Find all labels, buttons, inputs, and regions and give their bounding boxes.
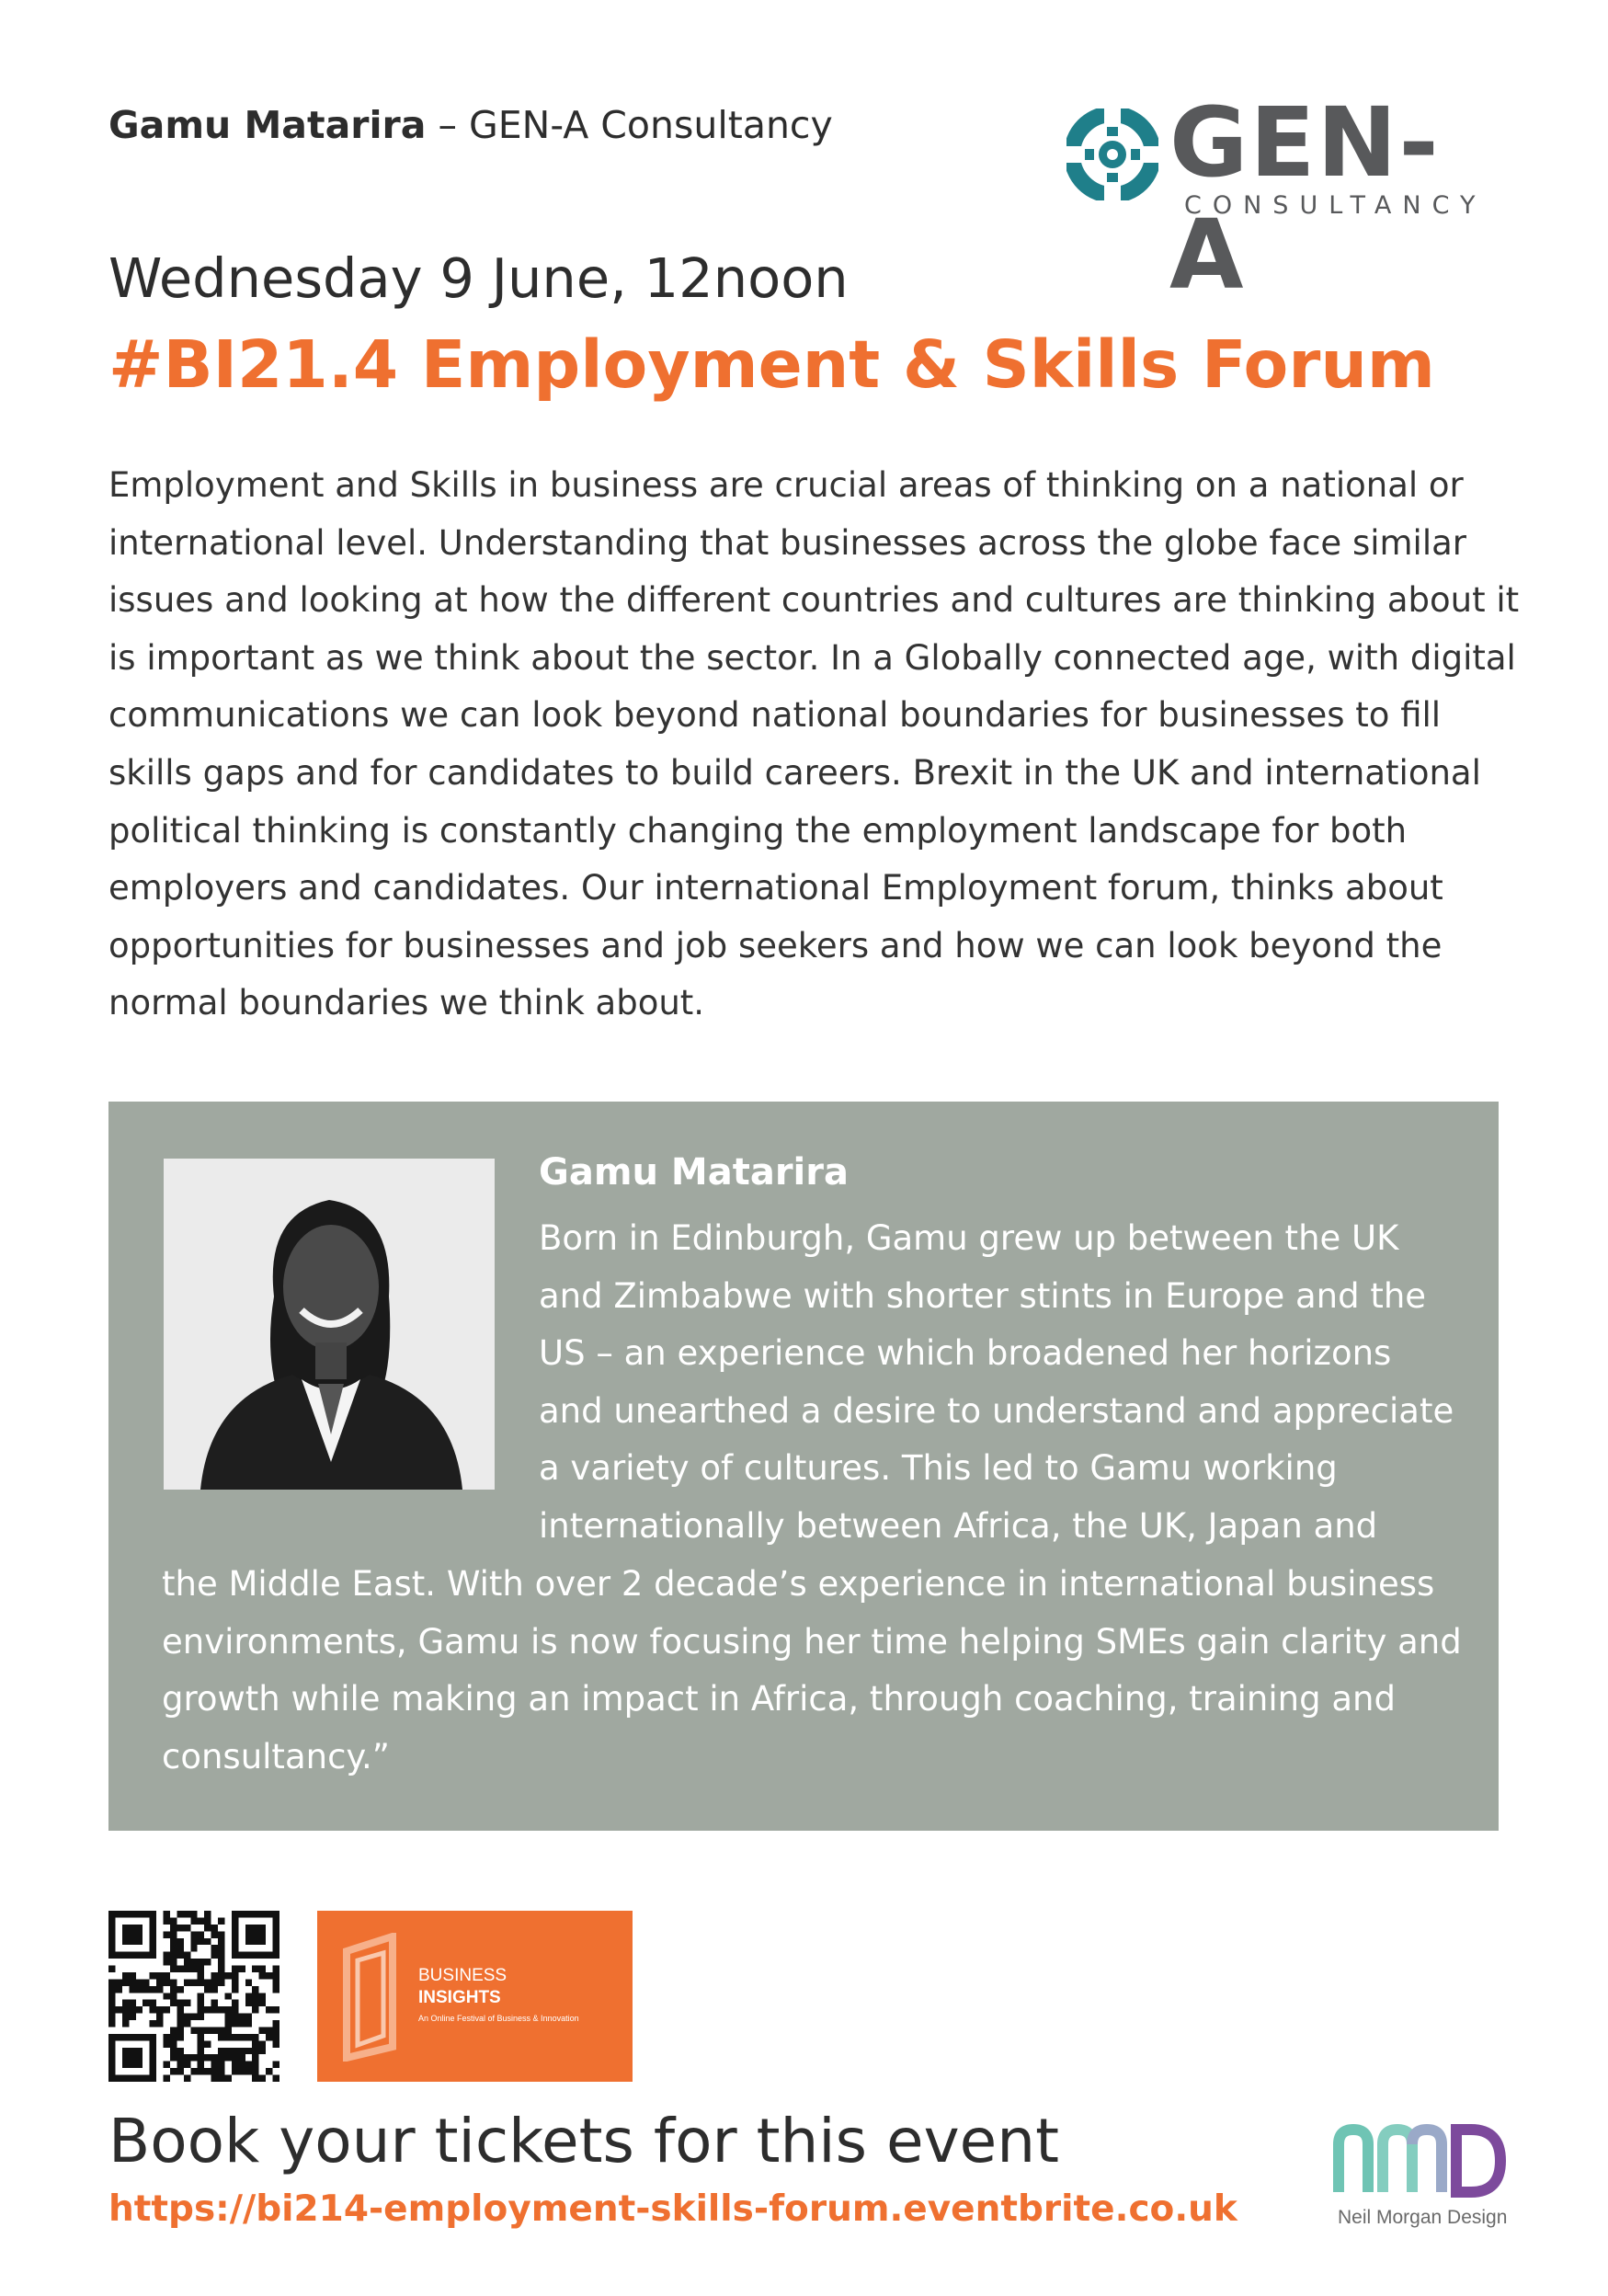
bio-line: US – an experience which broadened her horizons [539,1333,1392,1374]
logo-subword: CONSULTANCY [1184,191,1487,220]
intro-line: Employment and Skills in business are crucial areas of thinking on a national or [108,465,1464,505]
crosshair-circle-icon [1066,109,1158,200]
intro-line: normal boundaries we think about. [108,983,705,1023]
bio-text-beside-photo [539,1210,1467,1556]
bio-line: consultancy.” [162,1736,390,1776]
bio-line: the Middle East. With over 2 decade’s experience in international business [162,1564,1435,1604]
designer-caption: Neil Morgan Design [1338,2207,1508,2228]
presenter-name: Gamu Matarira [108,103,427,147]
bio-line: and Zimbabwe with shorter stints in Europe and the [539,1275,1427,1316]
event-title: #BI21.4 Employment & Skills Forum [108,326,1435,403]
qr-code[interactable] [108,1911,279,2082]
byline-separator: – [426,103,469,147]
bio-line: Born in Edinburgh, Gamu grew up between the UK [539,1218,1399,1258]
portrait-photo [164,1159,495,1490]
business-insights-logo [317,1911,633,2082]
bio-name: Gamu Matarira [539,1151,849,1194]
bio-text-full-width [162,1556,1467,1786]
intro-line: political thinking is constantly changing the employment landscape for both [108,810,1408,851]
logo-wordmark: GEN-A [1169,86,1441,311]
portrait-illustration [164,1159,495,1490]
bio-line: a variety of cultures. This led to Gamu working [539,1448,1338,1489]
event-date-time: Wednesday 9 June, 12noon [108,246,849,310]
organisation-name: GEN-A Consultancy [468,103,833,147]
header-byline [108,103,833,147]
qr-code-graphic [108,1911,279,2082]
intro-line: issues and looking at how the different countries and cultures are thinking about it [108,580,1520,621]
bio-line: environments, Gamu is now focusing her time helping SMEs gain clarity and [162,1621,1462,1662]
nmd-monogram [1333,2124,1508,2198]
bi-line-insights: INSIGHTS [418,1988,501,2007]
intro-line: is important as we think about the sector. In a Globally connected age, with digital [108,637,1516,678]
book-tickets-heading: Book your tickets for this event [108,2106,1059,2176]
intro-line: opportunities for businesses and job seekers and how we can look beyond the [108,925,1443,965]
gen-a-logo [1066,86,1508,311]
speaker-bio-panel [108,1102,1499,1831]
intro-line: employers and candidates. Our international Employment forum, thinks about [108,868,1443,908]
intro-line: communications we can look beyond national boundaries for businesses to fill [108,695,1442,736]
eventbrite-link[interactable]: https://bi214-employment-skills-forum.eventbrite.co.uk [108,2188,1237,2230]
door-frame-icon [337,1933,411,2062]
bio-line: internationally between Africa, the UK, Japan and [539,1505,1378,1546]
intro-paragraph [108,457,1520,1033]
bio-line: growth while making an impact in Africa, through coaching, training and [162,1679,1396,1719]
intro-line: international level. Understanding that businesses across the globe face similar [108,522,1466,563]
bi-tagline: An Online Festival of Business & Innovation [418,2014,579,2023]
bio-line: and unearthed a desire to understand and appreciate [539,1390,1454,1431]
bi-line-business: BUSINESS [418,1966,507,1985]
intro-line: skills gaps and for candidates to build careers. Brexit in the UK and international [108,752,1481,793]
